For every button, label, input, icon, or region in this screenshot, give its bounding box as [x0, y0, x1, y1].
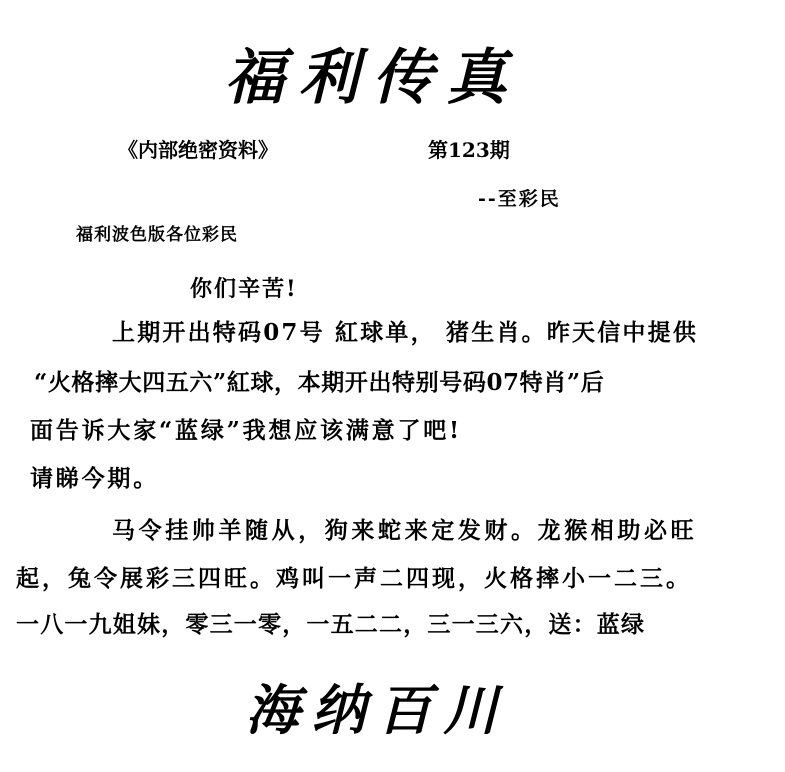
signature-line: --至彩民 — [478, 188, 561, 210]
body-line: 一八一九姐妹，零三一零，一五二二，三一三六，送：蓝绿 — [16, 611, 646, 638]
body-line: “火格摔大四五六”紅球，本期开出特别号码07特肖”后 — [34, 369, 605, 396]
issue-number: 第123期 — [428, 138, 510, 162]
salutation: 福利波色版各位彩民 — [76, 225, 238, 245]
body-line: 请睇今期。 — [30, 465, 159, 492]
document-title: 福利传真 — [224, 43, 521, 113]
body-line: 面告诉大家“蓝绿”我想应该满意了吧! — [30, 417, 462, 444]
confidential-subtitle: 《内部绝密资料》 — [118, 138, 278, 162]
body-line: 马令挂帅羊随从，狗来蛇来定发财。龙猴相助必旺 — [112, 517, 698, 544]
greeting: 你们辛苦! — [190, 276, 298, 302]
body-line: 上期开出特码07号 紅球单， 猪生肖。昨天信中提供 — [112, 319, 699, 346]
body-line: 起，兔令展彩三四旺。鸡叫一声二四现，火格摔小一二三。 — [16, 565, 692, 592]
footer-motto: 海纳百川 — [245, 678, 510, 742]
